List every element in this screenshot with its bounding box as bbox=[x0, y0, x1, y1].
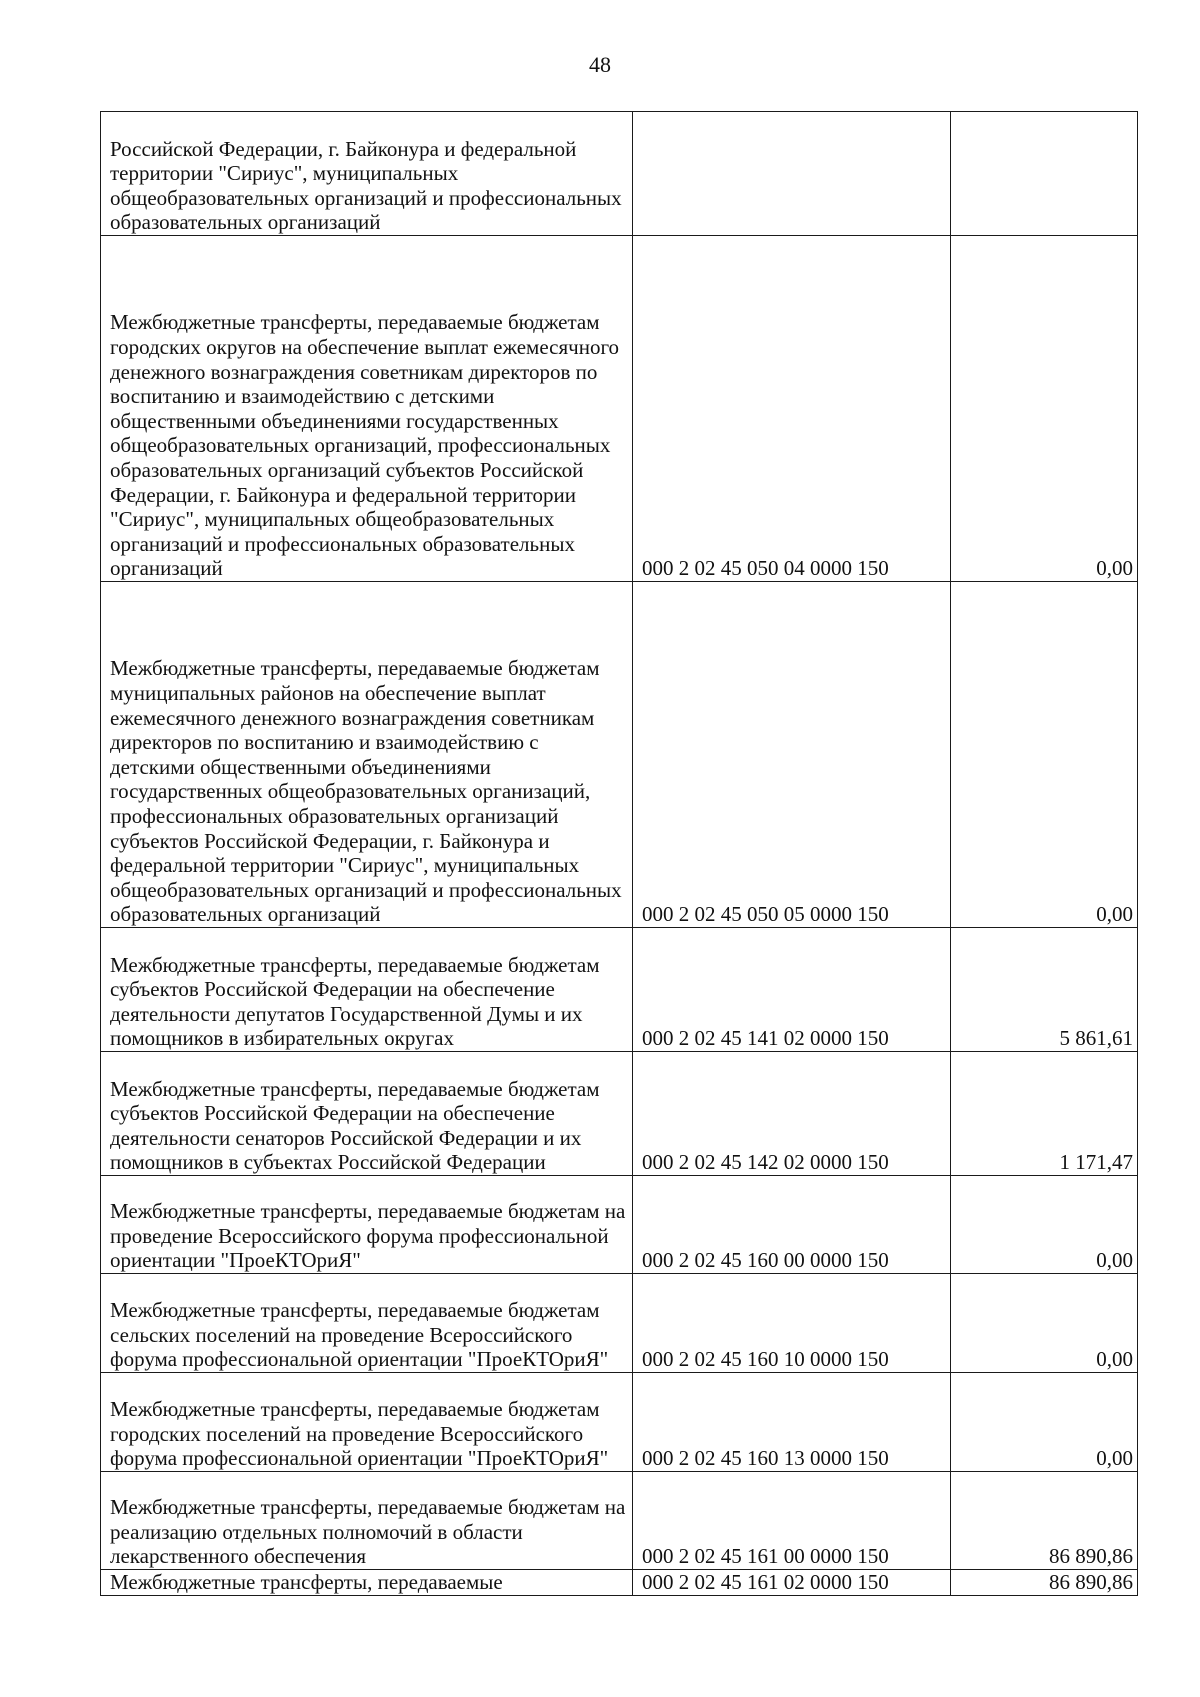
row-amount: 0,00 bbox=[951, 1274, 1138, 1373]
row-amount: 0,00 bbox=[951, 236, 1138, 582]
row-description: Межбюджетные трансферты, передаваемые бюджетам на проведение Всероссийского форума профессиональной ориентации "ПроеКТОриЯ" bbox=[101, 1176, 633, 1274]
table-row bbox=[101, 1570, 1138, 1596]
row-description: Межбюджетные трансферты, передаваемые бюджетам муниципальных районов на обеспечение выплат ежемесячного денежного вознаграждения советникам директоров по воспитанию и взаимодействию с детскими общественными объединениями государственных общеобразовательных организаций, профессиональных образовательных организаций субъектов Российской Федерации, г. Байконура и федеральной территории "Сириус", муниципальных общеобразовательных организаций и профессиональных образовательных организаций bbox=[101, 582, 633, 928]
row-code: 000 2 02 45 142 02 0000 150 bbox=[633, 1052, 951, 1176]
table-row bbox=[101, 1176, 1138, 1274]
row-code: 000 2 02 45 161 00 0000 150 bbox=[633, 1472, 951, 1570]
table-row bbox=[101, 236, 1138, 582]
row-code: 000 2 02 45 160 00 0000 150 bbox=[633, 1176, 951, 1274]
table-row bbox=[101, 112, 1138, 236]
row-amount: 86 890,86 bbox=[951, 1472, 1138, 1570]
row-description: Межбюджетные трансферты, передаваемые бюджетам на реализацию отдельных полномочий в области лекарственного обеспечения bbox=[101, 1472, 633, 1570]
row-amount bbox=[951, 112, 1138, 236]
row-amount: 0,00 bbox=[951, 582, 1138, 928]
table-row bbox=[101, 1052, 1138, 1176]
row-code bbox=[633, 112, 951, 236]
table-row bbox=[101, 1472, 1138, 1570]
page-number: 48 bbox=[589, 52, 611, 77]
table-row bbox=[101, 1373, 1138, 1472]
row-description: Межбюджетные трансферты, передаваемые bbox=[101, 1570, 633, 1596]
row-code: 000 2 02 45 050 04 0000 150 bbox=[633, 236, 951, 582]
row-description: Межбюджетные трансферты, передаваемые бюджетам городских поселений на проведение Всероссийского форума профессиональной ориентации "ПроеКТОриЯ" bbox=[101, 1373, 633, 1472]
row-amount: 0,00 bbox=[951, 1373, 1138, 1472]
row-code: 000 2 02 45 161 02 0000 150 bbox=[633, 1570, 951, 1596]
row-description: Межбюджетные трансферты, передаваемые бюджетам городских округов на обеспечение выплат ежемесячного денежного вознаграждения советникам директоров по воспитанию и взаимодействию с детскими общественными объединениями государственных общеобразовательных организаций, профессиональных образовательных организаций субъектов Российской Федерации, г. Байконура и федеральной территории "Сириус", муниципальных общеобразовательных организаций и профессиональных образовательных организаций bbox=[101, 236, 633, 582]
table-row bbox=[101, 582, 1138, 928]
row-amount: 1 171,47 bbox=[951, 1052, 1138, 1176]
row-amount: 5 861,61 bbox=[951, 928, 1138, 1052]
table-row bbox=[101, 1274, 1138, 1373]
row-description: Межбюджетные трансферты, передаваемые бюджетам субъектов Российской Федерации на обеспечение деятельности сенаторов Российской Федерации и их помощников в субъектах Российской Федерации bbox=[101, 1052, 633, 1176]
row-amount: 0,00 bbox=[951, 1176, 1138, 1274]
row-code: 000 2 02 45 160 13 0000 150 bbox=[633, 1373, 951, 1472]
row-amount: 86 890,86 bbox=[951, 1570, 1138, 1596]
row-code: 000 2 02 45 141 02 0000 150 bbox=[633, 928, 951, 1052]
row-description: Российской Федерации, г. Байконура и федеральной территории "Сириус", муниципальных общеобразовательных организаций и профессиональных образовательных организаций bbox=[101, 112, 633, 236]
row-description: Межбюджетные трансферты, передаваемые бюджетам сельских поселений на проведение Всероссийского форума профессиональной ориентации "ПроеКТОриЯ" bbox=[101, 1274, 633, 1373]
budget-table bbox=[100, 111, 1138, 1596]
table-row bbox=[101, 928, 1138, 1052]
row-code: 000 2 02 45 050 05 0000 150 bbox=[633, 582, 951, 928]
row-code: 000 2 02 45 160 10 0000 150 bbox=[633, 1274, 951, 1373]
row-description: Межбюджетные трансферты, передаваемые бюджетам субъектов Российской Федерации на обеспечение деятельности депутатов Государственной Думы и их помощников в избирательных округах bbox=[101, 928, 633, 1052]
